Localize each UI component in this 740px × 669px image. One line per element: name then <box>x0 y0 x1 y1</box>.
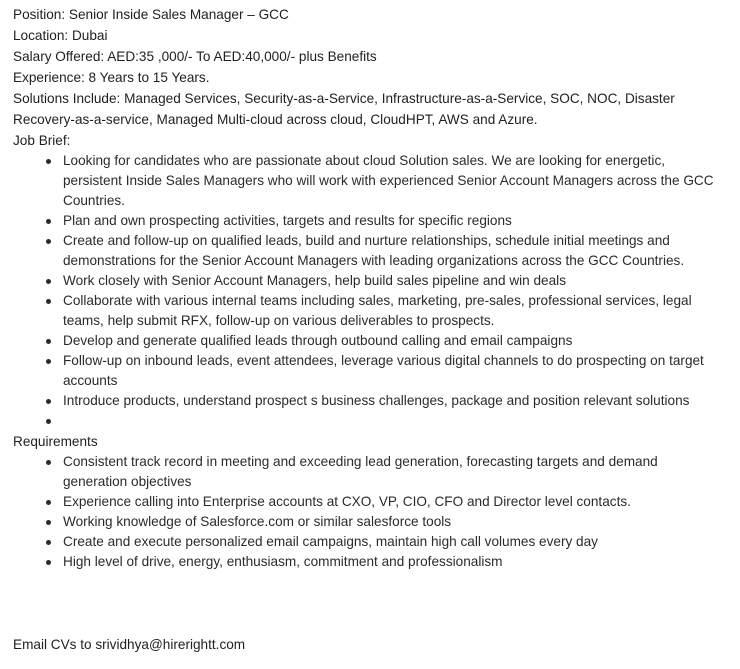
list-item-text: Looking for candidates who are passionate about cloud Solution sales. We are looking for energetic, persistent Inside Sales Managers who will work with experienced Senior Account Managers across the GCC Countries. <box>63 153 714 208</box>
list-item-text: High level of drive, energy, enthusiasm, commitment and professionalism <box>63 554 503 569</box>
list-item-text: Experience calling into Enterprise accounts at CXO, VP, CIO, CFO and Director level contacts. <box>63 494 631 509</box>
job-posting <box>13 4 733 572</box>
list-item-text: Consistent track record in meeting and exceeding lead generation, forecasting targets and demand generation objectives <box>63 454 658 489</box>
bullet-icon <box>46 359 51 364</box>
list-item <box>63 211 733 231</box>
list-item <box>63 532 733 552</box>
list-item <box>63 512 733 532</box>
solutions-line: Solutions Include: Managed Services, Security-as-a-Service, Infrastructure-as-a-Service, SOC, NOC, Disaster Recovery-as-a-service, Managed Multi-cloud across cloud, CloudHPT, AWS and Azure. <box>13 91 675 127</box>
list-item <box>63 151 733 211</box>
list-item-text: Collaborate with various internal teams including sales, marketing, pre-sales, professional services, legal teams, help submit RFX, follow-up on various deliverables to prospects. <box>63 293 692 328</box>
requirements-list <box>13 452 733 572</box>
contact-email-line: Email CVs to srividhya@hirerightt.com <box>13 637 246 652</box>
position-line: Position: Senior Inside Sales Manager – GCC <box>13 7 289 22</box>
bullet-icon <box>46 419 51 424</box>
list-item-text: Working knowledge of Salesforce.com or similar salesforce tools <box>63 514 452 529</box>
list-item <box>63 331 733 351</box>
bullet-icon <box>46 279 51 284</box>
experience-line: Experience: 8 Years to 15 Years. <box>13 70 210 85</box>
bullet-icon <box>46 299 51 304</box>
bullet-icon <box>46 339 51 344</box>
list-item-text: Create and execute personalized email campaigns, maintain high call volumes every day <box>63 534 598 549</box>
bullet-icon <box>46 520 51 525</box>
list-item-text: Introduce products, understand prospect s business challenges, package and position relevant solutions <box>63 393 690 408</box>
bullet-icon <box>46 219 51 224</box>
list-item <box>63 492 733 512</box>
list-item <box>63 271 733 291</box>
bullet-icon <box>46 500 51 505</box>
list-item-text: Plan and own prospecting activities, targets and results for specific regions <box>63 213 512 228</box>
job-brief-list <box>13 151 733 431</box>
list-item <box>63 291 733 331</box>
bullet-icon <box>46 460 51 465</box>
requirements-heading: Requirements <box>13 434 98 449</box>
list-item <box>63 452 733 492</box>
salary-line: Salary Offered: AED:35 ,000/- To AED:40,000/- plus Benefits <box>13 49 377 64</box>
bullet-icon <box>46 159 51 164</box>
bullet-icon <box>46 239 51 244</box>
bullet-icon <box>46 560 51 565</box>
list-item-text: Work closely with Senior Account Managers, help build sales pipeline and win deals <box>63 273 566 288</box>
list-item <box>63 552 733 572</box>
list-item-empty <box>63 411 733 431</box>
list-item-text: Develop and generate qualified leads through outbound calling and email campaigns <box>63 333 573 348</box>
list-item-text: Create and follow-up on qualified leads, build and nurture relationships, schedule initial meetings and demonstrations for the Senior Account Managers with leading organizations across the GCC Countries. <box>63 233 685 268</box>
bullet-icon <box>46 540 51 545</box>
list-item <box>63 391 733 411</box>
location-line: Location: Dubai <box>13 28 108 43</box>
bullet-icon <box>46 399 51 404</box>
job-brief-heading: Job Brief: <box>13 133 71 148</box>
list-item <box>63 231 733 271</box>
list-item-text: Follow-up on inbound leads, event attendees, leverage various digital channels to do prospecting on target accounts <box>63 353 704 388</box>
list-item <box>63 351 733 391</box>
